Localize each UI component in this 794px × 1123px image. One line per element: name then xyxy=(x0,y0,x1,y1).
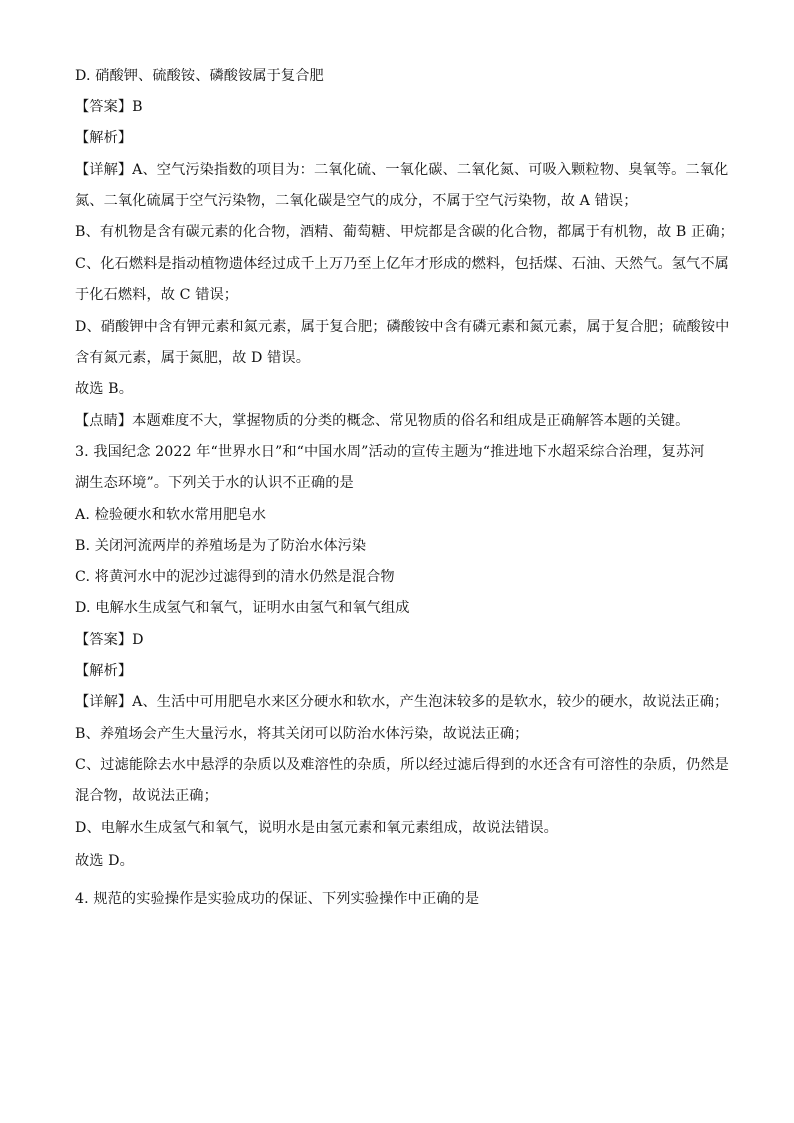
detail-line: 【详解】A、空气污染指数的项目为：二氧化硫、一氧化碳、二氧化氮、可吸入颗粒物、臭氧等。二氧化 xyxy=(75,162,729,178)
detail-line: B、养殖场会产生大量污水，将其关闭可以防治水体污染，故说法正确； xyxy=(75,726,529,742)
question-3-stem: 3. 我国纪念 2022 年“世界水日”和“中国水周”活动的宣传主题为“推进地下水超采综合治理，复苏河 xyxy=(75,444,705,460)
option-c-q3: C. 将黄河水中的泥沙过滤得到的清水仍然是混合物 xyxy=(75,569,395,585)
question-4-stem: 4. 规范的实验操作是实验成功的保证、下列实验操作中正确的是 xyxy=(75,891,480,907)
detail-line: 【详解】A、生活中可用肥皂水来区分硬水和软水，产生泡沫较多的是软水，较少的硬水，故说法正确； xyxy=(75,694,729,710)
detail-line: 混合物，故说法正确； xyxy=(75,788,218,804)
option-a-q3: A. 检验硬水和软水常用肥皂水 xyxy=(75,507,267,523)
detail-line: C、化石燃料是指动植物遗体经过成千上万乃至上亿年才形成的燃料，包括煤、石油、天然气。氢气不属 xyxy=(75,256,729,272)
conclusion-q3: 故选 D。 xyxy=(75,853,134,869)
analysis-label-q3: 【解析】 xyxy=(75,663,133,679)
option-d-q2: D. 硝酸钾、硫酸铵、磷酸铵属于复合肥 xyxy=(75,68,324,84)
question-3-stem: 湖生态环境”。下列关于水的认识不正确的是 xyxy=(75,475,354,491)
answer-label-q3: 【答案】D xyxy=(75,632,144,648)
comment-q2: 【点睛】本题难度不大，掌握物质的分类的概念、常见物质的俗名和组成是正确解答本题的关键。 xyxy=(75,413,690,429)
option-b-q3: B. 关闭河流两岸的养殖场是为了防治水体污染 xyxy=(75,538,367,554)
detail-line: C、过滤能除去水中悬浮的杂质以及难溶性的杂质，所以经过滤后得到的水还含有可溶性的杂质，仍然是 xyxy=(75,757,729,773)
option-d-q3: D. 电解水生成氢气和氧气，证明水由氢气和氧气组成 xyxy=(75,600,410,616)
analysis-label-q2: 【解析】 xyxy=(75,130,133,146)
detail-line: D、电解水生成氢气和氧气，说明水是由氢元素和氧元素组成，故说法错误。 xyxy=(75,820,558,836)
conclusion-q2: 故选 B。 xyxy=(75,381,133,397)
detail-line: 含有氮元素，属于氮肥，故 D 错误。 xyxy=(75,350,311,366)
detail-line: D、硝酸钾中含有钾元素和氮元素，属于复合肥；磷酸铵中含有磷元素和氮元素，属于复合肥；硫酸铵中 xyxy=(75,319,730,335)
detail-line: 于化石燃料，故 C 错误； xyxy=(75,287,239,303)
answer-label-q2: 【答案】B xyxy=(75,99,143,115)
detail-line: 氮、二氧化硫属于空气污染物，二氧化碳是空气的成分，不属于空气污染物，故 A 错误； xyxy=(75,193,638,209)
detail-line: B、有机物是含有碳元素的化合物，酒精、葡萄糖、甲烷都是含碳的化合物，都属于有机物，故 B 正确； xyxy=(75,224,734,240)
